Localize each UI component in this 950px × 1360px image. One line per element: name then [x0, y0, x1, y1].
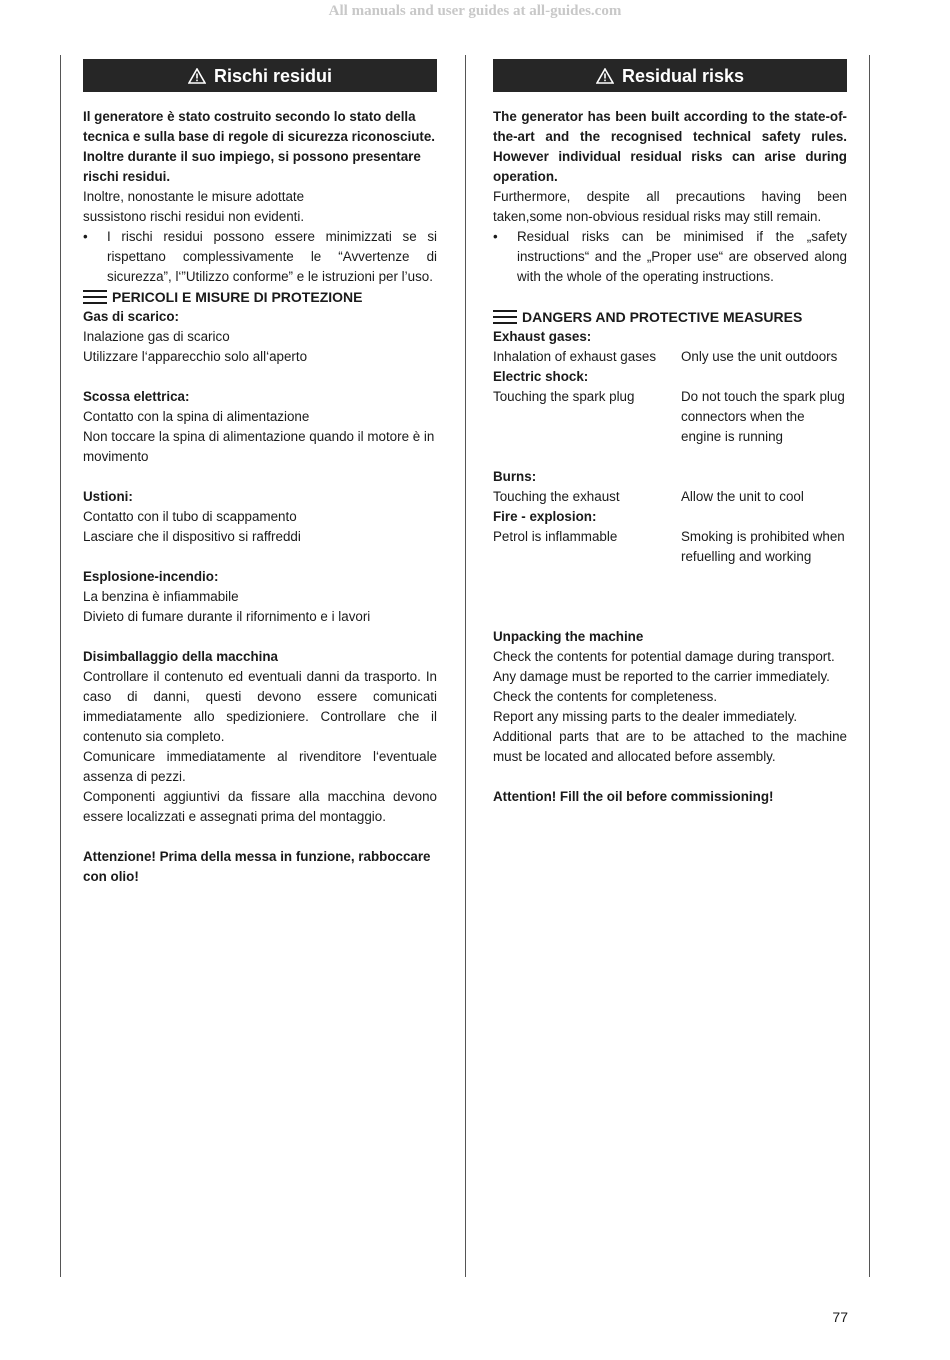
hazard-risk: Contatto con la spina di alimentazione [83, 409, 310, 424]
intro-bold-paragraph: Il generatore è stato costruito secondo lo stato della tecnica e sulla base di regole di sicurezza riconosciute. Inoltre durante il suo impiego, si possono presentare rischi residui. [83, 109, 436, 184]
italian-column [83, 59, 437, 887]
hazard-risk: Touching the spark plug [493, 389, 635, 404]
right-margin-rule [869, 55, 870, 1277]
hazard-label: Electric shock: [493, 369, 589, 384]
hazard-risk: Touching the exhaust [493, 489, 620, 504]
warning-triangle-icon [596, 68, 614, 84]
hazard-risk: La benzina è infiammabile [83, 589, 239, 604]
left-margin-rule [60, 55, 61, 1277]
intro-line: Inoltre, nonostante le misure adottate [83, 189, 305, 204]
hazard-row [493, 347, 847, 367]
unpacking-paragraph: Componenti aggiuntivi da fissare alla macchina devono essere localizzati e assegnati prima del montaggio. [83, 789, 437, 824]
hazard-risk: Inalazione gas di scarico [83, 329, 230, 344]
hamburger-icon [83, 290, 107, 304]
watermark: All manuals and user guides at all-guides.com [328, 3, 622, 19]
attention-note: Attention! Fill the oil before commissioning! [493, 789, 774, 804]
intro-line: sussistono rischi residui non evidenti. [83, 209, 305, 224]
english-column [493, 59, 847, 807]
unpacking-paragraph: Additional parts that are to be attached to the machine must be located and allocated before assembly. [493, 729, 847, 764]
hazard-label: Fire - explosion: [493, 509, 597, 524]
attention-note: Attenzione! Prima della messa in funzione, rabboccare con olio! [83, 849, 431, 884]
section-title-bar [493, 59, 847, 92]
unpacking-heading: Unpacking the machine [493, 629, 644, 644]
bullet-dot: • [83, 229, 88, 244]
section-title-bar [83, 59, 437, 92]
section-title: Residual risks [621, 65, 745, 86]
hazard-measure: Allow the unit to cool [681, 489, 804, 504]
hazard-label: Ustioni: [83, 489, 133, 504]
hazard-label: Exhaust gases: [493, 329, 592, 344]
hazard-label: Burns: [493, 469, 537, 484]
unpacking-paragraph: Controllare il contenuto ed eventuali danni da trasporto. In caso di danni, questi devono essere comunicati immediatamente allo spedizioniere. Controllare che il contenuto sia completo. [83, 669, 437, 744]
hazard-measure: Do not touch the spark plug connectors when the engine is running [681, 389, 845, 444]
hazard-label: Scossa elettrica: [83, 389, 190, 404]
hazard-row [493, 487, 847, 507]
dangers-heading [83, 287, 437, 307]
warning-triangle-icon [188, 68, 206, 84]
dangers-heading [493, 307, 847, 327]
hazard-measure: Only use the unit outdoors [681, 349, 838, 364]
hazard-measure: Utilizzare l‘apparecchio solo all‘aperto [83, 349, 308, 364]
intro-bold-paragraph: The generator has been built according to the state-of-the-art and the recognised technical safety rules. However individual residual risks can arise during operation. [493, 109, 847, 184]
unpacking-heading: Disimballaggio della macchina [83, 649, 278, 664]
unpacking-paragraph: Comunicare immediatamente al rivenditore l‘eventuale assenza di pezzi. [83, 749, 437, 784]
hamburger-icon [493, 310, 517, 324]
unpacking-paragraph: Report any missing parts to the dealer immediately. [493, 709, 798, 724]
bullet-text: Residual risks can be minimised if the „safety instructions“ and the „Proper use“ are observed along with the whole of the operating instructions. [517, 229, 847, 284]
hazard-measure: Divieto di fumare durante il rifornimento e i lavori [83, 609, 371, 624]
hazard-risk: Inhalation of exhaust gases [493, 349, 657, 364]
bullet-item [493, 227, 847, 287]
unpacking-paragraph: Check the contents for potential damage during transport. [493, 649, 835, 664]
page-number: 77 [832, 1309, 848, 1325]
unpacking-paragraph: Check the contents for completeness. [493, 689, 718, 704]
hazard-measure: Smoking is prohibited when refuelling and working [681, 529, 845, 564]
section-title: Rischi residui [213, 65, 333, 86]
bullet-dot: • [493, 229, 498, 244]
hazard-measure: Lasciare che il dispositivo si raffreddi [83, 529, 301, 544]
hazard-label: Esplosione-incendio: [83, 569, 219, 584]
bullet-text: I rischi residui possono essere minimizzati se si rispettano complessivamente le “Avvertenze di sicurezza”, l‘”Utilizzo conforme” e le istruzioni per l’uso. [107, 229, 437, 284]
hazard-row [493, 527, 847, 567]
hazard-label: Gas di scarico: [83, 309, 180, 324]
center-divider-rule [465, 55, 466, 1277]
intro-paragraph: Furthermore, despite all precautions having been taken,some non-obvious residual risks may still remain. [493, 189, 847, 224]
hazard-risk: Contatto con il tubo di scappamento [83, 509, 297, 524]
hazard-risk: Petrol is inflammable [493, 529, 618, 544]
unpacking-paragraph: Any damage must be reported to the carrier immediately. [493, 669, 830, 684]
dangers-heading-text: DANGERS AND PROTECTIVE MEASURES [522, 309, 803, 325]
bullet-item [83, 227, 437, 287]
dangers-heading-text: PERICOLI E MISURE DI PROTEZIONE [112, 289, 363, 305]
hazard-measure: Non toccare la spina di alimentazione quando il motore è in movimento [83, 429, 435, 464]
hazard-row [493, 387, 847, 447]
